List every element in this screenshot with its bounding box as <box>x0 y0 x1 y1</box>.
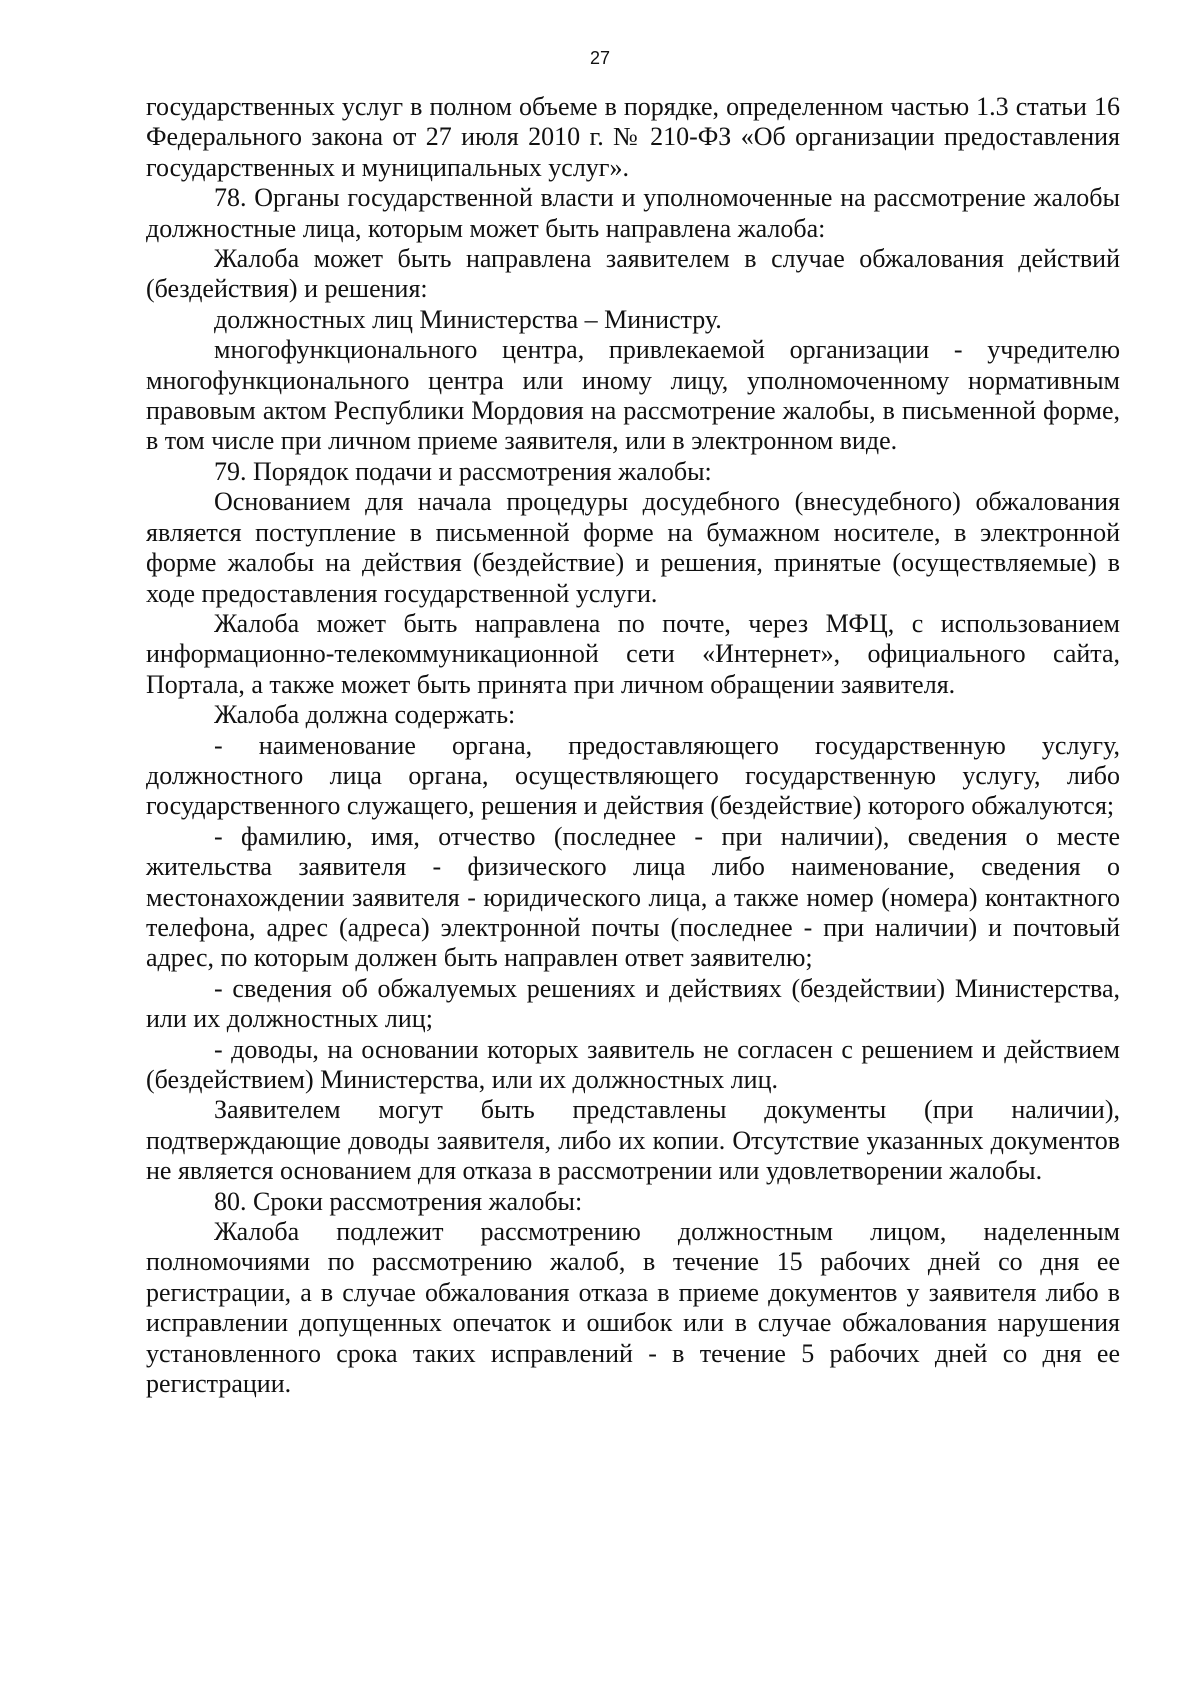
paragraph-submission-channels: Жалоба может быть направлена по почте, через МФЦ, с использованием информационно-телекоммуникационной сети «Интернет», официального сайта, Портала, а также может быть принята при личном обращении заявителя. <box>146 608 1120 699</box>
list-item-applicant-details: - фамилию, имя, отчество (последнее - при наличии), сведения о месте жительства заявителя - физического лица либо наименование, сведения о местонахождении заявителя - юридического лица, а также номер (номера) контактного телефона, адрес (адреса) электронной почты (последнее - при наличии) и почтовый адрес, по которым должен быть направлен ответ заявителю; <box>146 821 1120 973</box>
paragraph-80-heading: 80. Сроки рассмотрения жалобы: <box>214 1186 583 1216</box>
paragraph-78-heading: 78. Органы государственной власти и уполномоченные на рассмотрение жалобы должностные лица, которым может быть направлена жалоба: <box>146 183 1120 243</box>
paragraph-mfc: многофункционального центра, привлекаемой организации - учредителю многофункционального центра или иному лицу, уполномоченному нормативным правовым актом Республики Мордовия на рассмотрение жалобы, в письменной форме, в том числе при личном приеме заявителя, или в электронном виде. <box>146 335 1120 456</box>
list-item-arguments: - доводы, на основании которых заявитель не согласен с решением и действием (бездействием) Министерства, или их должностных лиц. <box>146 1034 1120 1094</box>
paragraph-79-heading: 79. Порядок подачи и рассмотрения жалобы: <box>214 456 712 486</box>
paragraph-documents: Заявителем могут быть представлены документы (при наличии), подтверждающие доводы заявителя, либо их копии. Отсутствие указанных документов не является основанием для отказа в рассмотрении или удовлетворении жалобы. <box>146 1095 1120 1186</box>
page-number: 27 <box>589 48 611 68</box>
paragraph-review-terms: Жалоба подлежит рассмотрению должностным лицом, наделенным полномочиями по рассмотрению жалоб, в течение 15 рабочих дней со дня ее регистрации, а в случае обжалования отказа в приеме документов у заявителя либо в исправлении допущенных опечаток и ошибок или в случае обжалования нарушения установленного срока таких исправлений - в течение 5 рабочих дней со дня ее регистрации. <box>146 1217 1120 1399</box>
list-item-appealed-decisions: - сведения об обжалуемых решениях и действиях (бездействии) Министерства, или их должностных лиц; <box>146 973 1120 1034</box>
document-body <box>146 92 1120 1399</box>
list-item-organ-name: - наименование органа, предоставляющего государственную услугу, должностного лица органа, осуществляющего государственную услугу, либо государственного служащего, решения и действия (бездействие) которого обжалуются; <box>146 730 1120 821</box>
paragraph-complaint-direction: Жалоба может быть направлена заявителем в случае обжалования действий (бездействия) и решения: <box>146 244 1120 304</box>
paragraph-ministry-officials: должностных лиц Министерства – Министру. <box>214 304 722 334</box>
paragraph-continuation: государственных услуг в полном объеме в порядке, определенном частью 1.3 статьи 16 Федерального закона от 27 июля 2010 г. № 210-ФЗ «Об организации предоставления государственных и муниципальных услуг». <box>146 92 1120 182</box>
paragraph-contents-heading: Жалоба должна содержать: <box>214 700 516 730</box>
paragraph-grounds: Основанием для начала процедуры досудебного (внесудебного) обжалования является поступление в письменной форме на бумажном носителе, в электронной форме жалобы на действия (бездействие) и решения, принятые (осуществляемые) в ходе предоставления государственной услуги. <box>146 487 1120 608</box>
